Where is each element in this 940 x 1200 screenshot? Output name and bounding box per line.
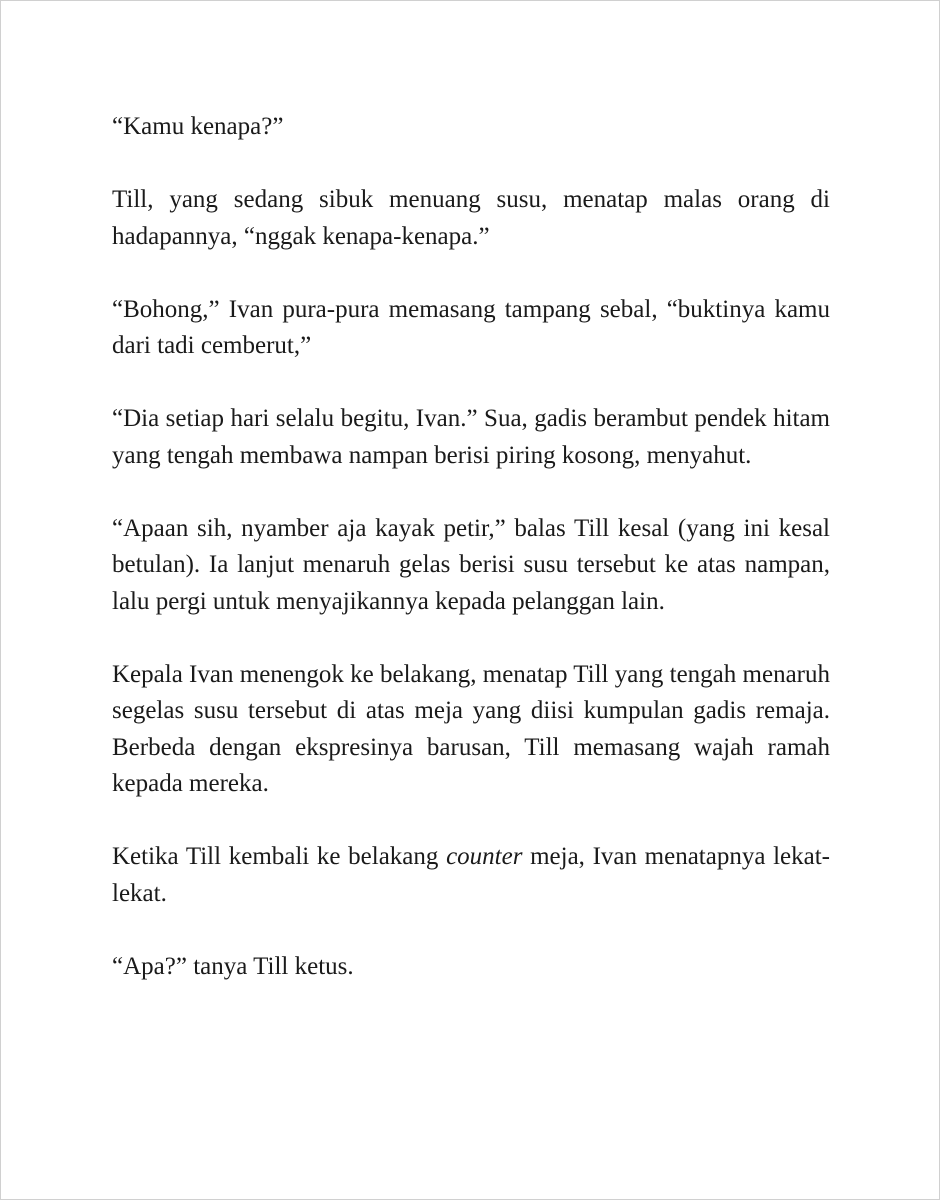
emphasis-text: counter xyxy=(446,843,523,870)
paragraph: “Apa?” tanya Till ketus. xyxy=(112,952,354,980)
paragraph: Kepala Ivan menengok ke belakang, menatap Till yang tengah menaruh segelas susu tersebut di atas meja yang diisi kumpulan gadis remaja. Berbeda dengan ekspresinya barusan, Till memasang wajah ramah kepada mereka. xyxy=(112,660,830,797)
paragraph: “Dia setiap hari selalu begitu, Ivan.” Sua, gadis berambut pendek hitam yang tengah membawa nampan berisi piring kosong, menyahut. xyxy=(112,405,830,469)
document-body xyxy=(112,109,830,985)
paragraph: Till, yang sedang sibuk menuang susu, menatap malas orang di hadapannya, “nggak kenapa-kenapa.” xyxy=(112,186,830,250)
paragraph-text: meja, Ivan menatapnya lekat-lekat. xyxy=(112,843,830,907)
paragraph-text: Ketika Till kembali ke belakang xyxy=(112,843,447,870)
paragraph xyxy=(112,839,830,912)
paragraph: “Kamu kenapa?” xyxy=(112,113,284,140)
paragraph: “Bohong,” Ivan pura-pura memasang tampang sebal, “buktinya kamu dari tadi cemberut,” xyxy=(112,295,830,359)
paragraph: “Apaan sih, nyamber aja kayak petir,” balas Till kesal (yang ini kesal betulan). Ia lanjut menaruh gelas berisi susu tersebut ke atas nampan, lalu pergi untuk menyajikannya kepada pelanggan lain. xyxy=(112,514,830,615)
